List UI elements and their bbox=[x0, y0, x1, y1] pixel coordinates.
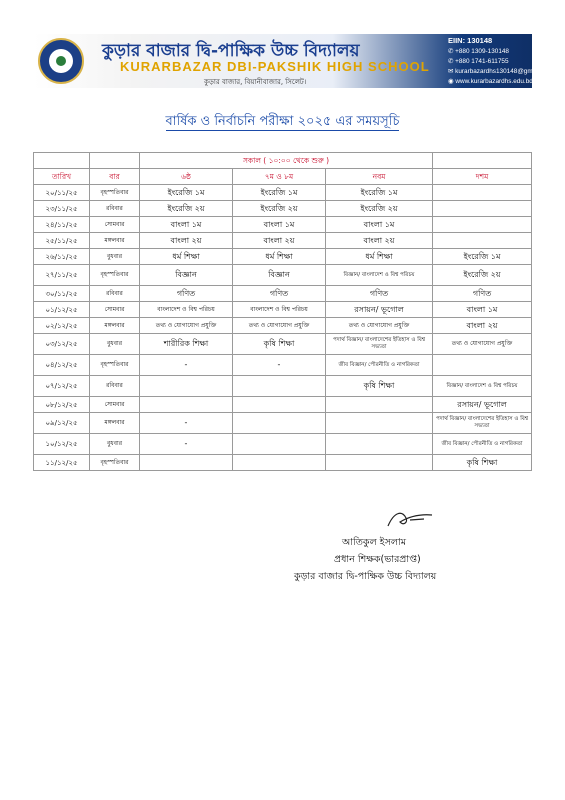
schedule-row bbox=[34, 302, 532, 318]
date-cell: ০৩/১২/২৫ bbox=[34, 334, 90, 355]
day-cell: বৃহস্পতিবার bbox=[90, 455, 140, 471]
page-title: বার্ষিক ও নির্বাচনি পরীক্ষা ২০২৫ এর সময়সূচি bbox=[165, 114, 400, 129]
col-class-6: ৬ষ্ঠ bbox=[140, 169, 233, 185]
schedule-row bbox=[34, 265, 532, 286]
class-7-8-cell: বিজ্ঞান bbox=[233, 265, 326, 286]
schedule-row bbox=[34, 318, 532, 334]
class-10-cell bbox=[433, 185, 532, 201]
class-7-8-cell bbox=[233, 434, 326, 455]
class-10-cell: জীব বিজ্ঞান/ পৌরনীতি ও নাগরিকতা bbox=[433, 434, 532, 455]
date-cell: ২০/১১/২৫ bbox=[34, 185, 90, 201]
class-10-cell: গণিত bbox=[433, 286, 532, 302]
col-day: বার bbox=[90, 169, 140, 185]
date-cell: ০৭/১২/২৫ bbox=[34, 376, 90, 397]
date-cell: ৩০/১১/২৫ bbox=[34, 286, 90, 302]
day-cell: রবিবার bbox=[90, 376, 140, 397]
class-10-cell bbox=[433, 355, 532, 376]
date-cell: ০১/১২/২৫ bbox=[34, 302, 90, 318]
class-9-cell: বিজ্ঞান/ বাংলাদেশ ও বিশ্ব পরিচয় bbox=[326, 265, 433, 286]
schedule-row bbox=[34, 434, 532, 455]
date-cell: ২৪/১১/২৫ bbox=[34, 217, 90, 233]
day-cell: মঙ্গলবার bbox=[90, 233, 140, 249]
class-6-cell: বাংলা ১ম bbox=[140, 217, 233, 233]
class-7-8-cell: - bbox=[233, 355, 326, 376]
class-6-cell bbox=[140, 455, 233, 471]
date-cell: ১০/১২/২৫ bbox=[34, 434, 90, 455]
class-6-cell: বাংলা ২য় bbox=[140, 233, 233, 249]
class-7-8-cell: তথ্য ও যোগাযোগ প্রযুক্তি bbox=[233, 318, 326, 334]
class-6-cell: বাংলাদেশ ও বিশ্ব পরিচয় bbox=[140, 302, 233, 318]
class-10-cell: তথ্য ও যোগাযোগ প্রযুক্তি bbox=[433, 334, 532, 355]
class-10-cell: ইংরেজি ১ম bbox=[433, 249, 532, 265]
school-header-banner bbox=[34, 34, 553, 88]
class-6-cell bbox=[140, 376, 233, 397]
school-logo bbox=[38, 38, 84, 84]
class-9-cell bbox=[326, 397, 433, 413]
date-cell: ০৯/১২/২৫ bbox=[34, 413, 90, 434]
class-6-cell: - bbox=[140, 413, 233, 434]
day-cell: বৃহস্পতিবার bbox=[90, 265, 140, 286]
class-6-cell: - bbox=[140, 434, 233, 455]
class-10-cell bbox=[433, 201, 532, 217]
signatory-role: প্রধান শিক্ষক(ভারপ্রাপ্ত) bbox=[334, 554, 421, 565]
class-7-8-cell bbox=[233, 376, 326, 397]
signature-mark bbox=[380, 508, 440, 530]
class-10-cell: বিজ্ঞান/ বাংলাদেশ ও বিশ্ব পরিচয় bbox=[433, 376, 532, 397]
class-9-cell: জীব বিজ্ঞান/ পৌরনীতি ও নাগরিকতা bbox=[326, 355, 433, 376]
schedule-row bbox=[34, 455, 532, 471]
class-9-cell: তথ্য ও যোগাযোগ প্রযুক্তি bbox=[326, 318, 433, 334]
date-cell: ০৪/১২/২৫ bbox=[34, 355, 90, 376]
contact-block bbox=[448, 36, 553, 85]
schedule-row bbox=[34, 355, 532, 376]
school-name-bengali: কুড়ার বাজার দ্বি-পাক্ষিক উচ্চ বিদ্যালয় bbox=[102, 41, 360, 61]
schedule-row bbox=[34, 249, 532, 265]
school-address: কুড়ার বাজার, বিয়ানীবাজার, সিলেট। bbox=[204, 78, 307, 86]
class-10-cell bbox=[433, 233, 532, 249]
class-10-cell: বাংলা ২য় bbox=[433, 318, 532, 334]
day-cell: বুধবার bbox=[90, 249, 140, 265]
class-9-cell: পদার্থ বিজ্ঞান/ বাংলাদেশের ইতিহাস ও বিশ্ব সভ্যতা bbox=[326, 334, 433, 355]
schedule-row bbox=[34, 286, 532, 302]
class-9-cell: ইংরেজি ২য় bbox=[326, 201, 433, 217]
col-class-10: দশম bbox=[433, 169, 532, 185]
class-6-cell: বিজ্ঞান bbox=[140, 265, 233, 286]
class-9-cell bbox=[326, 455, 433, 471]
date-cell: ১১/১২/২৫ bbox=[34, 455, 90, 471]
date-cell: ২৫/১১/২৫ bbox=[34, 233, 90, 249]
class-9-cell: গণিত bbox=[326, 286, 433, 302]
class-7-8-cell: বাংলা ১ম bbox=[233, 217, 326, 233]
class-6-cell: ইংরেজি ২য় bbox=[140, 201, 233, 217]
day-cell: বুধবার bbox=[90, 434, 140, 455]
class-10-cell: ইংরেজি ২য় bbox=[433, 265, 532, 286]
col-class-9: নবম bbox=[326, 169, 433, 185]
class-9-cell: বাংলা ২য় bbox=[326, 233, 433, 249]
signatory-name: আতিকুল ইসলাম bbox=[342, 537, 406, 548]
phone-2: ✆ +880 1741-611755 bbox=[448, 58, 509, 65]
class-10-cell: বাংলা ১ম bbox=[433, 302, 532, 318]
class-10-cell bbox=[433, 217, 532, 233]
class-6-cell: ইংরেজি ১ম bbox=[140, 185, 233, 201]
class-10-cell: পদার্থ বিজ্ঞান/ বাংলাদেশের ইতিহাস ও বিশ্ব সভ্যতা bbox=[433, 413, 532, 434]
class-9-cell: কৃষি শিক্ষা bbox=[326, 376, 433, 397]
day-cell: সোমবার bbox=[90, 217, 140, 233]
schedule-row bbox=[34, 376, 532, 397]
date-cell: ২৬/১১/২৫ bbox=[34, 249, 90, 265]
exam-schedule-table bbox=[33, 152, 532, 471]
class-10-cell: কৃষি শিক্ষা bbox=[433, 455, 532, 471]
day-cell: বৃহস্পতিবার bbox=[90, 355, 140, 376]
schedule-row bbox=[34, 217, 532, 233]
class-6-cell: তথ্য ও যোগাযোগ প্রযুক্তি bbox=[140, 318, 233, 334]
time-label: সকাল ( ১০:০০ থেকে শুরু ) bbox=[140, 153, 433, 169]
schedule-row bbox=[34, 233, 532, 249]
class-9-cell bbox=[326, 434, 433, 455]
schedule-row bbox=[34, 185, 532, 201]
class-7-8-cell: গণিত bbox=[233, 286, 326, 302]
class-7-8-cell bbox=[233, 397, 326, 413]
day-cell: মঙ্গলবার bbox=[90, 318, 140, 334]
class-9-cell: বাংলা ১ম bbox=[326, 217, 433, 233]
date-cell: ২৭/১১/২৫ bbox=[34, 265, 90, 286]
class-10-cell: রসায়ন/ ভূগোল bbox=[433, 397, 532, 413]
schedule-row bbox=[34, 334, 532, 355]
date-cell: ২৩/১১/২৫ bbox=[34, 201, 90, 217]
col-class-7-8: ৭ম ও ৮ম bbox=[233, 169, 326, 185]
eiin-number: EIIN: 130148 bbox=[448, 36, 493, 45]
class-6-cell: - bbox=[140, 355, 233, 376]
schedule-row bbox=[34, 201, 532, 217]
class-6-cell: গণিত bbox=[140, 286, 233, 302]
time-row bbox=[34, 153, 532, 169]
day-cell: বুধবার bbox=[90, 334, 140, 355]
website: ◉ www.kurarbazardhs.edu.bd bbox=[448, 78, 533, 85]
day-cell: রবিবার bbox=[90, 286, 140, 302]
class-9-cell: ধর্ম শিক্ষা bbox=[326, 249, 433, 265]
class-7-8-cell: ইংরেজি ২য় bbox=[233, 201, 326, 217]
day-cell: সোমবার bbox=[90, 397, 140, 413]
day-cell: মঙ্গলবার bbox=[90, 413, 140, 434]
date-cell: ০২/১২/২৫ bbox=[34, 318, 90, 334]
date-cell: ০৮/১২/২৫ bbox=[34, 397, 90, 413]
column-header-row bbox=[34, 169, 532, 185]
class-7-8-cell: ধর্ম শিক্ষা bbox=[233, 249, 326, 265]
day-cell: সোমবার bbox=[90, 302, 140, 318]
schedule-row bbox=[34, 397, 532, 413]
class-7-8-cell bbox=[233, 455, 326, 471]
col-date: তারিখ bbox=[34, 169, 90, 185]
day-cell: রবিবার bbox=[90, 201, 140, 217]
class-7-8-cell bbox=[233, 413, 326, 434]
schedule-row bbox=[34, 413, 532, 434]
class-7-8-cell: বাংলা ২য় bbox=[233, 233, 326, 249]
class-7-8-cell: ইংরেজি ১ম bbox=[233, 185, 326, 201]
class-6-cell bbox=[140, 397, 233, 413]
school-name-english: KURARBAZAR DBI-PAKSHIK HIGH SCHOOL bbox=[120, 59, 430, 74]
class-9-cell: ইংরেজি ১ম bbox=[326, 185, 433, 201]
class-7-8-cell: কৃষি শিক্ষা bbox=[233, 334, 326, 355]
class-6-cell: শারীরিক শিক্ষা bbox=[140, 334, 233, 355]
class-6-cell: ধর্ম শিক্ষা bbox=[140, 249, 233, 265]
phone-1: ✆ +880 1309-130148 bbox=[448, 48, 509, 55]
class-9-cell bbox=[326, 413, 433, 434]
signatory-school: কুড়ার বাজার দ্বি-পাক্ষিক উচ্চ বিদ্যালয় bbox=[294, 571, 437, 582]
class-9-cell: রসায়ন/ ভূগোল bbox=[326, 302, 433, 318]
day-cell: বৃহস্পতিবার bbox=[90, 185, 140, 201]
class-7-8-cell: বাংলাদেশ ও বিশ্ব পরিচয় bbox=[233, 302, 326, 318]
email: ✉ kurarbazardhs130148@gmail.com bbox=[448, 68, 553, 75]
